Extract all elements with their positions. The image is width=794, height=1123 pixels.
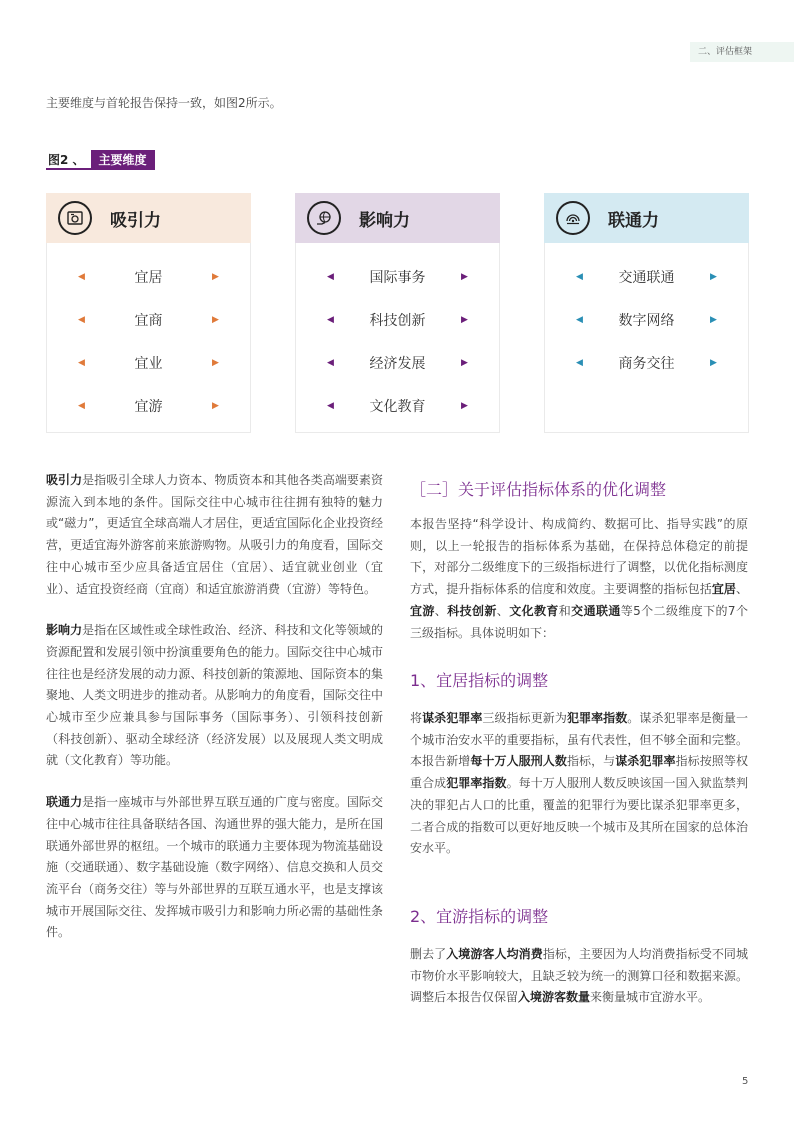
arrow-left-icon: ◀ [78, 271, 85, 282]
arrow-right-icon: ▶ [461, 400, 468, 411]
globe-hand-icon [307, 201, 341, 235]
arrow-left-icon: ◀ [576, 357, 583, 368]
list-item [296, 298, 499, 341]
panel-body [544, 243, 749, 433]
panel-influence [295, 193, 500, 433]
arrow-right-icon: ▶ [710, 357, 717, 368]
paragraph-connectivity [46, 792, 383, 944]
panel-header [295, 193, 500, 243]
list-item [296, 255, 499, 298]
panel-connectivity [544, 193, 749, 433]
list-item [545, 298, 748, 341]
panel-title: 联通力 [608, 210, 659, 231]
media-icon [58, 201, 92, 235]
panel-header [544, 193, 749, 243]
list-item [296, 384, 499, 427]
term: 影响力 [46, 623, 83, 638]
list-item [545, 255, 748, 298]
item-label: 交通联通 [618, 269, 675, 286]
term: 联通力 [46, 795, 83, 810]
arrow-right-icon: ▶ [212, 400, 219, 411]
subsection-paragraph-tourism: 删去了入境游客人均消费指标，主要因为人均消费指标受不同城市物价水平影响较大，且缺乏较为统一的测算口径和数据来源。调整后本报告仅保留入境游客数量来衡量城市宜游水平。 [410, 947, 748, 1005]
item-label: 经济发展 [369, 355, 426, 372]
term: 吸引力 [46, 473, 83, 487]
arrow-left-icon: ◀ [327, 314, 334, 325]
item-label: 数字网络 [618, 312, 675, 329]
arrow-right-icon: ▶ [461, 314, 468, 325]
panel-title: 影响力 [359, 210, 410, 231]
paragraph-attractiveness [46, 470, 383, 600]
arrow-right-icon: ▶ [461, 271, 468, 282]
item-label: 国际事务 [369, 269, 426, 286]
figure-title: 主要维度 [91, 150, 155, 170]
body-text: 是指在区域性或全球性政治、经济、科技和文化等领域的资源配置和发展引领中扮演重要角色的能力。国际交往中心城市往往也是经济发展的动力源、科技创新的策源地、国际资本的集聚地、人类文明进步的推动者。从影响力的角度看，国际交往中心城市至少应兼具参与国际事务（国际事务）、引领科技创新（科技创新）、驱动全球经济（经济发展）以及展现人类文明成就（文化教育）等功能。 [46, 623, 383, 768]
arrow-left-icon: ◀ [576, 314, 583, 325]
arrow-right-icon: ▶ [212, 357, 219, 368]
item-label: 宜业 [134, 355, 163, 372]
arrow-left-icon: ◀ [576, 271, 583, 282]
arrow-right-icon: ▶ [710, 271, 717, 282]
page-number: 5 [742, 1076, 749, 1087]
list-item [47, 384, 250, 427]
list-item [545, 341, 748, 384]
body-text: 是指吸引全球人力资本、物质资本和其他各类高端要素资源流入到本地的条件。国际交往中心城市往往拥有独特的魅力或“磁力”，更适宜全球高端人才居住，更适宜国际化企业投资经营，更适宜海外游客前来旅游购物。从吸引力的角度看，国际交往中心城市至少应具备适宜居住（宜居）、适宜就业创业（宜业）、适宜投资经商（宜商）和适宜旅游消费（宜游）等特色。 [46, 473, 383, 596]
figure-number: 图2 、 [46, 150, 91, 170]
arrow-left-icon: ◀ [327, 357, 334, 368]
arrow-left-icon: ◀ [78, 314, 85, 325]
item-label: 文化教育 [369, 398, 426, 415]
arrow-left-icon: ◀ [78, 400, 85, 411]
panel-attractiveness [46, 193, 251, 433]
arrow-left-icon: ◀ [327, 271, 334, 282]
arrow-right-icon: ▶ [710, 314, 717, 325]
subsection-heading-tourism: 2、宜游指标的调整 [410, 907, 549, 926]
arrow-right-icon: ▶ [461, 357, 468, 368]
section-heading: ［二］关于评估指标体系的优化调整 [410, 480, 667, 499]
item-label: 宜游 [134, 398, 163, 415]
panel-title: 吸引力 [110, 210, 161, 231]
subsection-heading-livability: 1、宜居指标的调整 [410, 671, 549, 690]
item-label: 宜居 [134, 269, 163, 286]
list-item [47, 255, 250, 298]
body-text: 是指一座城市与外部世界互联互通的广度与密度。国际交往中心城市往往具备联结各国、沟通世界的强大能力，是所在国联通外部世界的枢纽。一个城市的联通力主要体现为物流基础设施（交通联通）、数字基础设施（数字网络）、信息交换和人员交流平台（商务交往）等与外部世界的互联互通水平，也是支撑该城市开展国际交往、发挥城市吸引力和影响力所必需的基础性条件。 [46, 795, 383, 940]
panel-body [46, 243, 251, 433]
list-item [296, 341, 499, 384]
arrow-left-icon: ◀ [327, 400, 334, 411]
subsection-paragraph-livability: 将谋杀犯罪率三级指标更新为犯罪率指数。谋杀犯罪率是衡量一个城市治安水平的重要指标，虽有代表性，但不够全面和完整。本报告新增每十万人服刑人数指标，与谋杀犯罪率指标按照等权重合成犯罪率指数。每十万人服刑人数反映该国一国入狱监禁判决的罪犯占人口的比重，覆盖的犯罪行为要比谋杀犯罪率更多，二者合成的指数可以更好地反映一个城市及其所在国家的总体治安水平。 [410, 711, 748, 856]
item-label: 宜商 [134, 312, 163, 329]
intro-text: 主要维度与首轮报告保持一致，如图2所示。 [46, 96, 282, 110]
signal-icon [556, 201, 590, 235]
left-column [46, 470, 383, 964]
figure-label [46, 150, 155, 170]
list-item [47, 298, 250, 341]
paragraph-influence [46, 620, 383, 772]
section-paragraph: 本报告坚持“科学设计、构成简约、数据可比、指导实践”的原则，以上一轮报告的指标体系为基础，在保持总体稳定的前提下，对部分二级维度下的三级指标进行了调整，以优化指标测度方式，提升指标体系的信度和效度。主要调整的指标包括宜居、宜游、科技创新、文化教育和交通联通等5个二级维度下的7个三级指标。具体说明如下： [410, 517, 748, 640]
item-label: 商务交往 [618, 355, 675, 372]
panel-body [295, 243, 500, 433]
arrow-left-icon: ◀ [78, 357, 85, 368]
arrow-right-icon: ▶ [212, 314, 219, 325]
panel-header [46, 193, 251, 243]
section-tab: 二、评估框架 [690, 42, 794, 62]
arrow-right-icon: ▶ [212, 271, 219, 282]
item-label: 科技创新 [369, 312, 426, 329]
list-item [47, 341, 250, 384]
